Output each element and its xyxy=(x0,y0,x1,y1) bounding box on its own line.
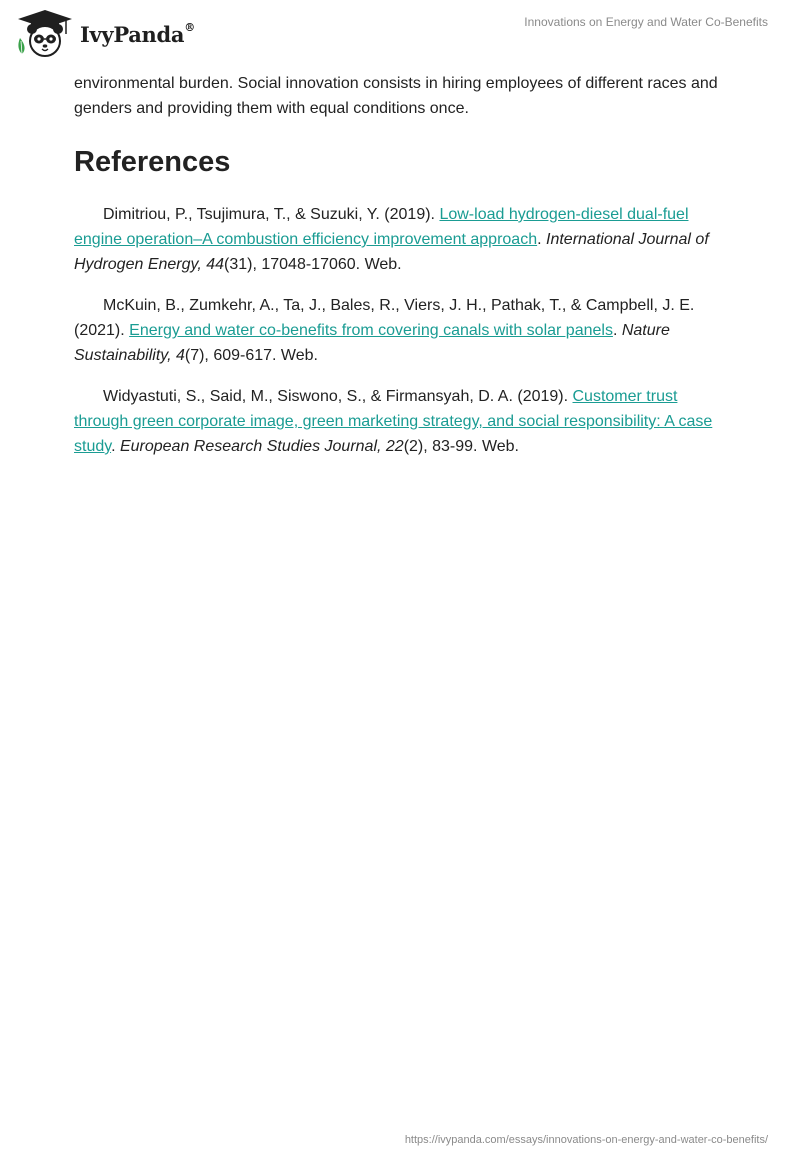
reference-journal: European Research Studies Journal, 22 xyxy=(119,438,404,455)
page-header xyxy=(0,0,800,70)
reference-authors: Dimitriou, P., Tsujimura, T., & Suzuki, Y. (2019). xyxy=(103,206,440,223)
document-title: Innovations on Energy and Water Co-Benefits xyxy=(524,15,768,29)
reference-item xyxy=(74,202,728,277)
reference-details: (7), 609-617. Web. xyxy=(184,347,318,364)
reference-separator: . xyxy=(612,322,622,339)
ivypanda-logo[interactable] xyxy=(14,8,195,58)
reference-details: (31), 17048-17060. Web. xyxy=(224,256,402,273)
brand-name: IvyPanda® xyxy=(80,20,195,47)
reference-link[interactable]: Low-load hydrogen-diesel dual-fuel engine operation–A combustion efficiency improvement approach xyxy=(74,206,689,248)
reference-link[interactable]: Customer trust through green corporate image, green marketing strategy, and social responsibility: A case study xyxy=(74,388,713,455)
reference-journal: International Journal of Hydrogen Energy, 44 xyxy=(74,231,709,273)
reference-authors: McKuin, B., Zumkehr, A., Ta, J., Bales, R., Viers, J. H., Pathak, T., & Campbell, J. E. (2021). xyxy=(74,297,695,339)
document-body xyxy=(74,71,728,475)
reference-details: (2), 83-99. Web. xyxy=(403,438,519,455)
intro-paragraph: environmental burden. Social innovation consists in hiring employees of different races and genders and providing them with equal conditions once. xyxy=(74,75,718,117)
panda-graduation-cap-icon xyxy=(14,8,76,58)
reference-link[interactable]: Energy and water co-benefits from covering canals with solar panels xyxy=(129,322,613,339)
reference-item xyxy=(74,384,728,459)
reference-authors: Widyastuti, S., Said, M., Siswono, S., & Firmansyah, D. A. (2019). xyxy=(103,388,573,405)
footer-source-url[interactable]: https://ivypanda.com/essays/innovations-on-energy-and-water-co-benefits/ xyxy=(404,1134,768,1146)
references-heading: References xyxy=(74,146,231,178)
reference-journal: Nature Sustainability, 4 xyxy=(74,322,670,364)
reference-item xyxy=(74,293,728,368)
reference-separator: . xyxy=(111,438,120,455)
reference-separator: . xyxy=(537,231,546,248)
